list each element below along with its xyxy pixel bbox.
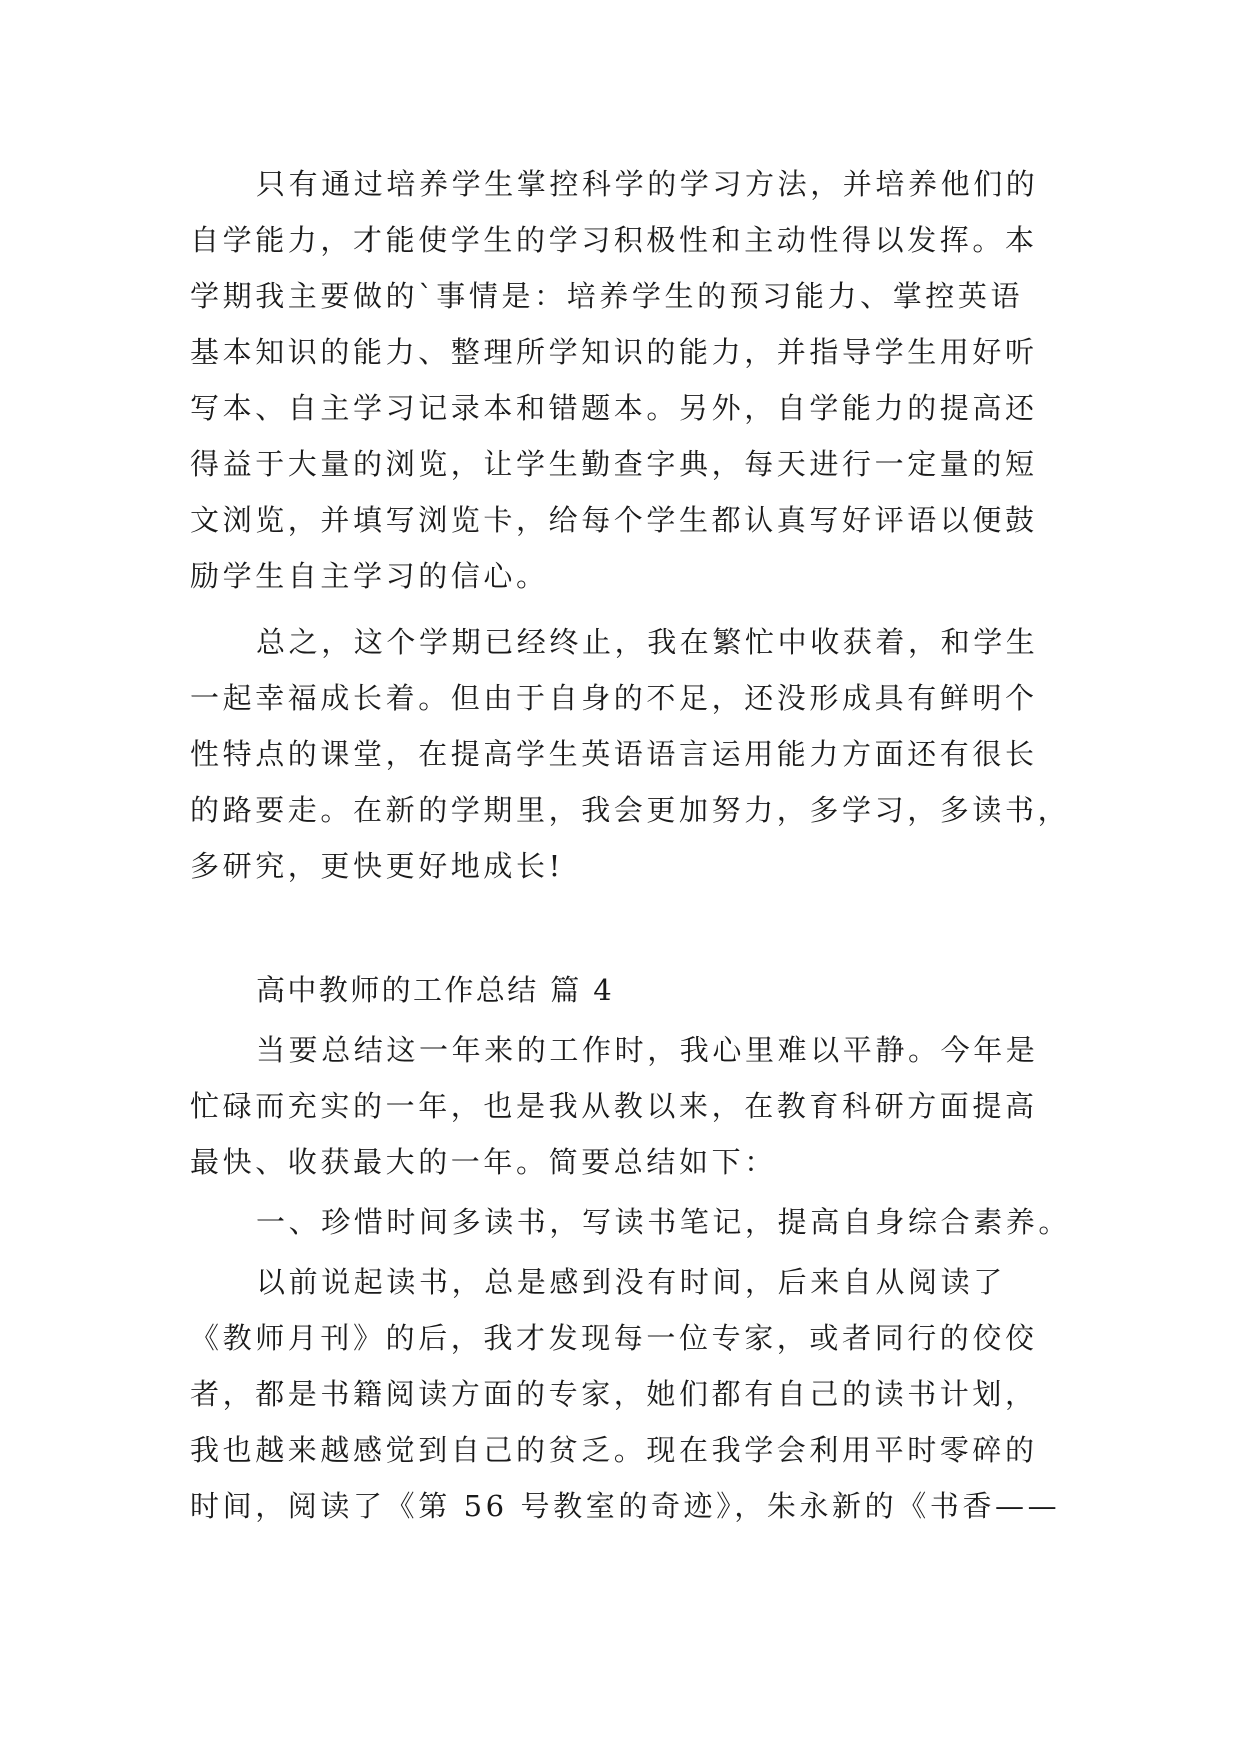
paragraph-line: 以前说起读书，总是感到没有时间，后来自从阅读了 bbox=[256, 1265, 1006, 1299]
section-title: 高中教师的工作总结 篇 4 bbox=[256, 973, 615, 1007]
paragraph-line: 忙碌而充实的一年，也是我从教以来，在教育科研方面提高 bbox=[190, 1089, 1038, 1123]
paragraph-line: 基本知识的能力、整理所学知识的能力，并指导学生用好听 bbox=[190, 335, 1038, 369]
paragraph-line: 我也越来越感觉到自己的贫乏。现在我学会利用平时零碎的 bbox=[190, 1433, 1038, 1467]
paragraph-line: 者，都是书籍阅读方面的专家，她们都有自己的读书计划， bbox=[190, 1377, 1038, 1411]
paragraph-line: 文浏览，并填写浏览卡，给每个学生都认真写好评语以便鼓 bbox=[190, 503, 1038, 537]
paragraph-line: 当要总结这一年来的工作时，我心里难以平静。今年是 bbox=[256, 1033, 1039, 1067]
paragraph-line: 励学生自主学习的信心。 bbox=[190, 559, 549, 593]
paragraph-line: 多研究，更快更好地成长! bbox=[190, 849, 564, 883]
paragraph-line: 一起幸福成长着。但由于自身的不足，还没形成具有鲜明个 bbox=[190, 681, 1038, 715]
paragraph-line: 自学能力，才能使学生的学习积极性和主动性得以发挥。本 bbox=[190, 223, 1038, 257]
paragraph-line: 只有通过培养学生掌控科学的学习方法，并培养他们的 bbox=[256, 167, 1039, 201]
paragraph-line: 性特点的课堂，在提高学生英语语言运用能力方面还有很长 bbox=[190, 737, 1038, 771]
paragraph-line: 时间，阅读了《第 56 号教室的奇迹》，朱永新的《书香—— bbox=[190, 1489, 1061, 1523]
section-heading-line: 一、珍惜时间多读书，写读书笔记，提高自身综合素养。 bbox=[256, 1205, 1072, 1239]
paragraph-line: 学期我主要做的`事情是：培养学生的预习能力、掌控英语 bbox=[190, 279, 1024, 313]
paragraph-line: 最快、收获最大的一年。简要总结如下： bbox=[190, 1145, 777, 1179]
paragraph-line: 《教师月刊》的后，我才发现每一位专家，或者同行的佼佼 bbox=[190, 1321, 1038, 1355]
paragraph-line: 的路要走。在新的学期里，我会更加努力，多学习，多读书， bbox=[190, 793, 1071, 827]
paragraph-line: 总之，这个学期已经终止，我在繁忙中收获着，和学生 bbox=[256, 625, 1039, 659]
paragraph-line: 得益于大量的浏览，让学生勤查字典，每天进行一定量的短 bbox=[190, 447, 1038, 481]
paragraph-line: 写本、自主学习记录本和错题本。另外，自学能力的提高还 bbox=[190, 391, 1038, 425]
